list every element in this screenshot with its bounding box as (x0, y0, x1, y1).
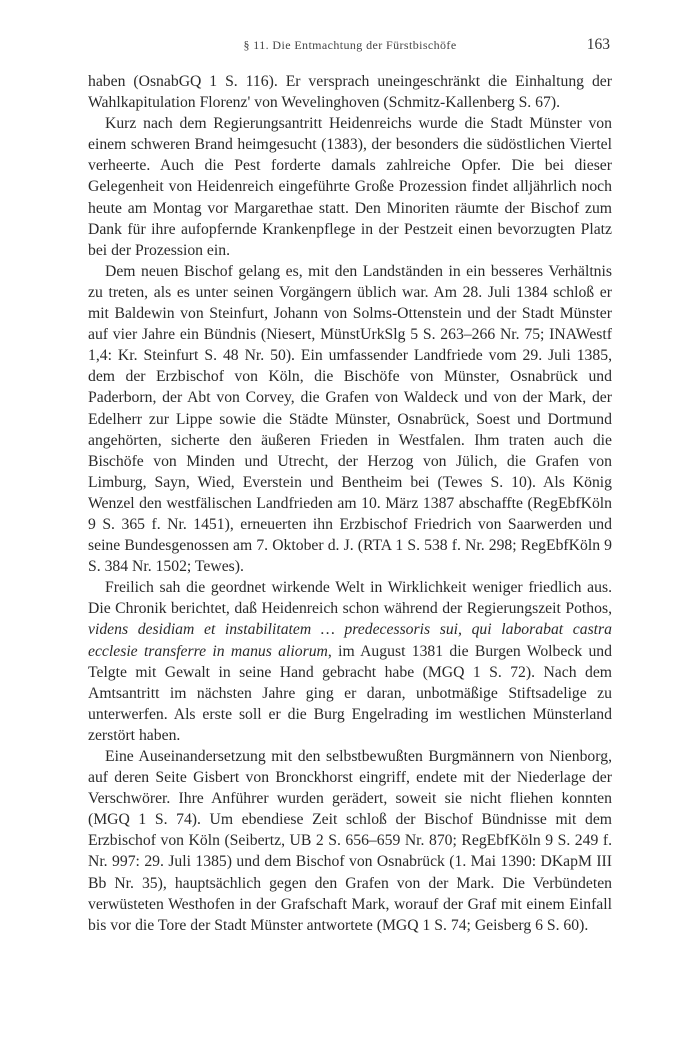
text-run: haben (OsnabGQ 1 S. 116). Er versprach uneingeschränkt die Einhaltung der Wahlkapitulation Florenz' von Wevelinghoven (Schmitz-Kallenberg S. 67). (88, 73, 612, 112)
text-run: Eine Auseinandersetzung mit den selbstbewußten Burgmännern von Nienborg, auf deren Seite Gisbert von Bronckhorst eingriff, endete mit der Niederlage der Verschwörer. Ihre Anführer wurden gerädert, soweit sie nicht fliehen konnten (MGQ 1 S. 74). Um ebendiese Zeit schloß der Bischof Bündnisse mit dem Erzbischof von Köln (Seibertz, UB 2 S. 656–659 Nr. 870; RegEbfKöln 9 S. 249 f. Nr. 997: 29. Juli 1385) und dem Bischof von Osnabrück (1. Mai 1390: DKapM III Bb Nr. 35), hauptsächlich gegen den Grafen von der Mark. Die Verbündeten verwüsteten Westhofen in der Grafschaft Mark, worauf der Graf mit einem Einfall bis vor die Tore der Stadt Münster antwortete (MGQ 1 S. 74; Geisberg 6 S. 60). (88, 748, 612, 934)
body-text (88, 71, 612, 936)
text-run: Freilich sah die geordnet wirkende Welt in Wirklichkeit weniger friedlich aus. Die Chronik berichtet, daß Heidenreich schon während der Regierungszeit Pothos, (88, 579, 612, 618)
running-head (90, 36, 610, 56)
paragraph (88, 71, 612, 113)
text-run: Kurz nach dem Regierungsantritt Heidenreichs wurde die Stadt Münster von einem schweren Brand heimgesucht (1383), der besonders die südöstlichen Viertel verheerte. Auch die Pest forderte damals zahlreiche Opfer. Die bei dieser Gelegenheit von Heidenreich eingeführte Große Prozession findet alljährlich noch heute am Montag vor Margarethae statt. Den Minoriten räumte der Bischof zum Dank für ihre aufopfernde Krankenpflege in der Pestzeit einen bevorzugten Platz bei der Prozession ein. (88, 115, 612, 259)
paragraph (88, 113, 612, 261)
page-number: 163 (586, 36, 610, 53)
paragraph (88, 746, 612, 936)
paragraph (88, 577, 612, 746)
paragraph (88, 261, 612, 577)
running-title: § 11. Die Entmachtung der Fürstbischöfe (243, 38, 457, 52)
latin-quotation: videns desidiam et instabilitatem … predecessoris sui, qui laborabat castra ecclesie transferre in manus aliorum (88, 621, 612, 660)
text-run: , im August 1381 die Burgen Wolbeck und Telgte mit Gewalt in seine Hand gebracht habe (MGQ 1 S. 72). Nach dem Amtsantritt im nächsten Jahre ging er daran, unbotmäßige Stiftsadelige zu unterwerfen. Als erste soll er die Burg Engelrading im westlichen Münsterland zerstört haben. (88, 642, 612, 744)
text-run: Dem neuen Bischof gelang es, mit den Landständen in ein besseres Verhältnis zu treten, als es unter seinen Vorgängern üblich war. Am 28. Juli 1384 schloß er mit Baldewin von Steinfurt, Johann von Solms-Ottenstein und der Stadt Münster auf vier Jahre ein Bündnis (Niesert, MünstUrkSlg 5 S. 263–266 Nr. 75; INAWestf 1,4: Kr. Steinfurt S. 48 Nr. 50). Ein umfassender Landfriede vom 29. Juli 1385, dem der Erzbischof von Köln, die Bischöfe von Münster, Osnabrück und Paderborn, der Abt von Corvey, die Grafen von Waldeck und von der Mark, der Edelherr zur Lippe sowie die Städte Münster, Osnabrück, Soest und Dortmund angehörten, sicherte den äußeren Frieden in Westfalen. Ihm traten auch die Bischöfe von Minden und Utrecht, der Herzog von Jülich, die Grafen von Limburg, Sayn, Wied, Everstein und Bentheim bei (Tewes S. 10). Als König Wenzel den westfälischen Landfrieden am 10. März 1387 abschaffte (RegEbfKöln 9 S. 365 f. Nr. 1451), erneuerten ihn Erzbischof Friedrich von Saarwerden und seine Bundesgenossen am 7. Oktober d. J. (RTA 1 S. 538 f. Nr. 298; RegEbfKöln 9 S. 384 Nr. 1502; Tewes). (88, 262, 612, 576)
